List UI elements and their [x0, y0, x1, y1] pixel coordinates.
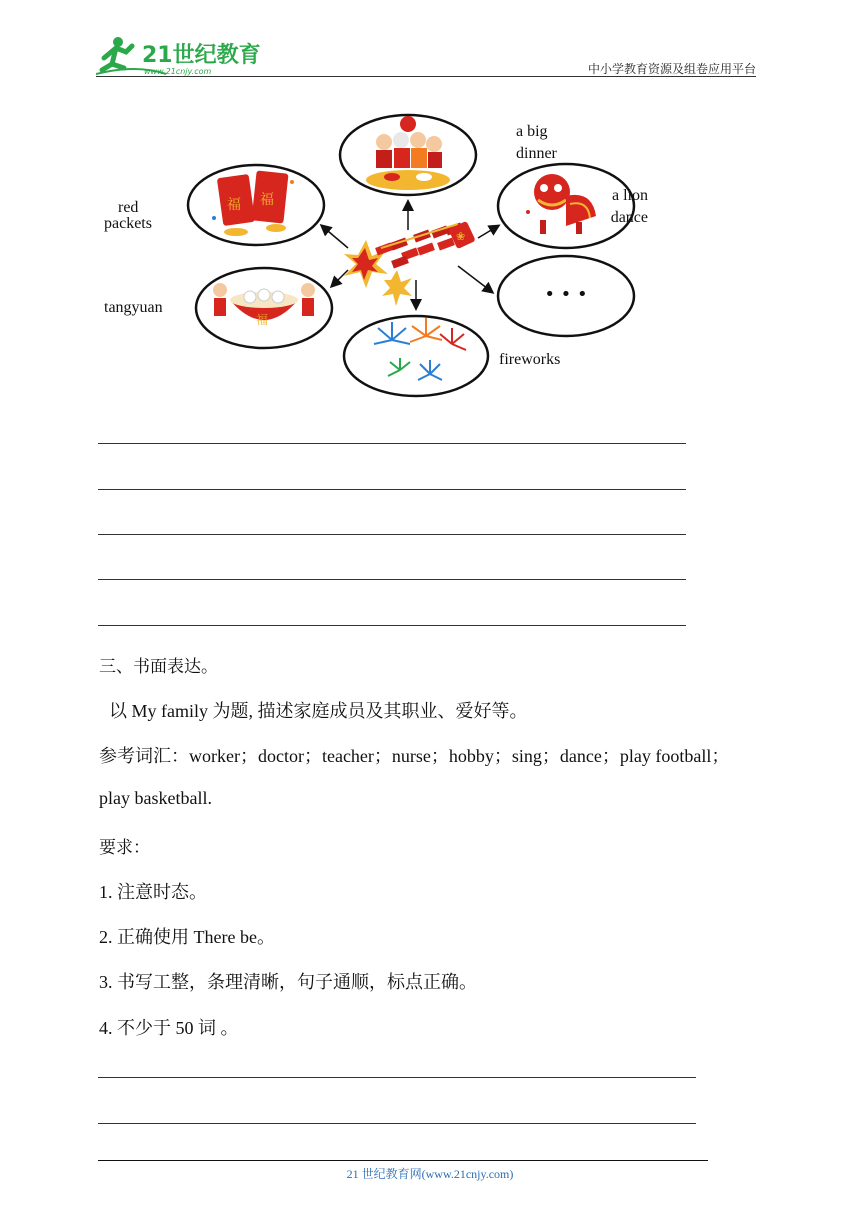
more-node [498, 256, 634, 336]
label-dinner: dinner [516, 145, 557, 162]
writing-line[interactable] [98, 1077, 696, 1078]
requirement-3: 3. 书写工整，条理清晰，句子通顺，标点正确。 [99, 972, 477, 992]
label-dance: dance [610, 209, 648, 226]
label-fireworks: fireworks [499, 351, 561, 368]
header-divider [96, 76, 756, 77]
red-packets-node [104, 165, 324, 245]
answer-line[interactable] [98, 579, 686, 580]
footer-text: 21 世纪教育网(www.21cnjy.com) [346, 1167, 514, 1181]
vocabulary-line-1: 参考词汇：worker；doctor；teacher；nurse；hobby；sing；dance；play football； [99, 746, 730, 766]
logo-url: www.21cnjy.com [144, 67, 212, 76]
label-a-big: a big [516, 123, 548, 140]
site-logo [96, 34, 266, 78]
label-tangyuan: tangyuan [104, 299, 163, 316]
writing-line[interactable] [98, 1123, 696, 1124]
header-platform-text: 中小学教育资源及组卷应用平台 [587, 62, 756, 76]
logo-text: 21世纪教育 [142, 43, 261, 68]
requirement-4: 4. 不少于 50 词 。 [99, 1018, 239, 1038]
label-red: red [118, 199, 139, 216]
requirement-1: 1. 注意时态。 [99, 882, 207, 902]
answer-line[interactable] [98, 534, 686, 535]
answer-line[interactable] [98, 443, 686, 444]
svg-text:福: 福 [227, 197, 241, 213]
svg-text:福: 福 [260, 192, 274, 208]
label-packets: packets [104, 215, 152, 232]
firecrackers-center-icon [344, 221, 476, 306]
answer-line[interactable] [98, 489, 686, 490]
spring-festival-mind-map [96, 100, 656, 410]
vocabulary-line-2: play basketball. [99, 788, 212, 808]
answer-line[interactable] [98, 625, 686, 626]
svg-text:福: 福 [256, 313, 269, 327]
footer-divider [98, 1160, 708, 1161]
requirements-heading: 要求： [99, 838, 150, 858]
requirement-2: 2. 正确使用 There be。 [99, 927, 275, 947]
section-3-heading: 三、书面表达。 [99, 657, 218, 677]
more-ellipsis: • • • [544, 284, 588, 305]
writing-prompt: 以 My family 为题, 描述家庭成员及其职业、爱好等。 [109, 701, 528, 721]
tangyuan-node [104, 268, 332, 348]
lion-dance-node [498, 164, 648, 248]
runner-logo-icon [96, 34, 266, 78]
label-a-lion: a lion [612, 187, 648, 204]
svg-text:❀: ❀ [456, 230, 466, 243]
